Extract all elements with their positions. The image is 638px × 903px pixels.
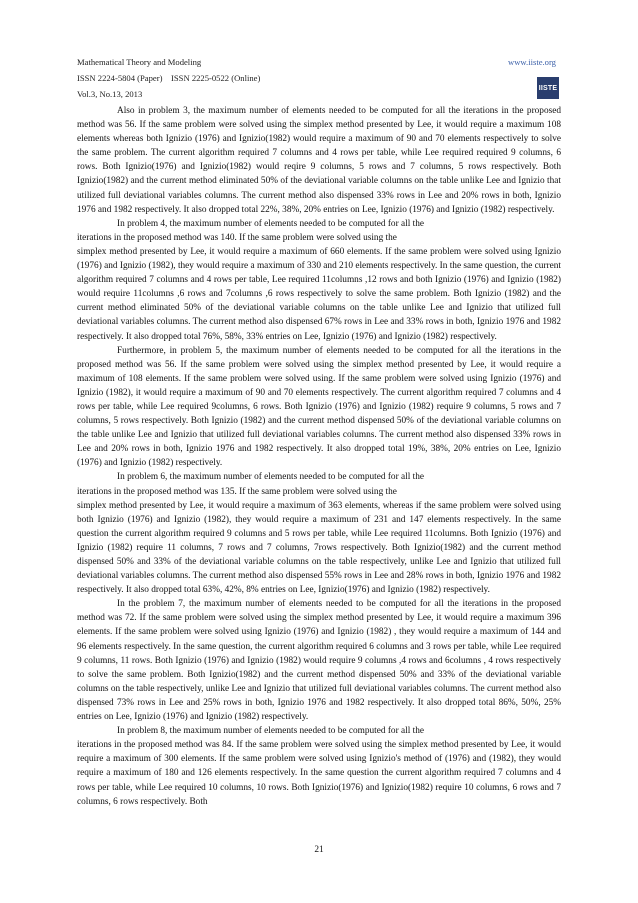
page-number: 21 (314, 845, 324, 855)
journal-name: Mathematical Theory and Modeling (77, 57, 202, 67)
paragraph: In the problem 7, the maximum number of elements needed to be computed for all the iterations in the proposed method was 72. If the same problem were solved using the simplex method presented by Lee, it would require a maximum 396 elements. If the same problem were solved using Ignizio (1976) and Ignizio (1982) , they would require a maximum of 144 and 96 elements respectively. In the same question, the current algorithm required 6 columns and 3 rows per table, while Lee required 9 columns, 11 rows. Both Ignizio (1976) and Ignizio (1982) would require 9 columns ,4 rows and 6columns , 4 rows respectively to solve the same problem. Both Ignizio(1982) and the current method dispensed 50% and 33% of the deviational variable columns on the table respectively, unlike Lee and Ignizio that utilized full deviational variables columns. The current method also dispensed 73% rows in Lee and 25% rows in both, Ignizio 1976 and 1982 respectively. It also dropped total 86%, 50%, 25% entries on Lee, Ignizio (1976) and Ignizio (1982) respectively. (77, 599, 561, 723)
body-text (77, 104, 561, 809)
paragraph: In problem 6, the maximum number of elements needed to be computed for all the (117, 472, 424, 483)
paragraph: simplex method presented by Lee, it would require a maximum of 660 elements. If the same problem were solved using Ignizio (1976) and Ignizio (1982), they would require a maximum of 330 and 210 elements respectively. In the same question, the current algorithm required 7 columns and 4 rows per table, Lee required 11columns ,12 rows and both Ignizio (1976) and Ignizio (1982) would require 11columns ,6 rows and 7columns ,6 rows respectively to solve the same problem. Both Ignizio (1982) and the current method eliminated 50% of the deviational variable columns on the table unlike Lee and Ignizio that utilized full deviational variables columns. The current method also dispensed 67% rows in Lee and 33% rows in both, Ignizio 1976 and 1982 respectively. It also dropped total 76%, 58%, 33% entries on Lee, Ignizio (1976) and Ignizio (1982) respectively. (77, 246, 561, 342)
iiste-logo-icon: IISTE (537, 77, 559, 99)
paragraph: Furthermore, in problem 5, the maximum number of elements needed to be computed for all the iterations in the proposed method was 56. If the same problem were solved using the simplex method presented by Lee, it would require a maximum of 108 elements. If the same problem were solved using. If the same problem were solved using Ignizio (1976) and Ignizio (1982), it would require a maximum of 90 and 70 elements respectively. The current algorithm required 7 columns and 4 rows per table, while Lee required 9columns, 6 rows. Both Ignizio (1976) and Ignizio (1982) require 9 columns, 5 rows and 7 columns, 5 rows respectively. Both Ignizio (1982) and the current method dispensed 50% of the deviational variable columns on the table unlike Lee and Ignizio that utilized full deviational variables columns. The current method also dispensed 33% rows in Lee and 20% rows in both, Ignizio 1976 and 1982 respectively. It also dropped total 19%, 38%, 20% entries on Lee, Ignizio (1976) and Ignizio (1982) respectively. (77, 345, 561, 469)
running-header (77, 54, 260, 102)
paragraph: simplex method presented by Lee, it would require a maximum of 363 elements, whereas if the same problem were solved using both Ignizio (1976) and Ignizio (1982), they would require a maximum of 231 and 147 elements respectively. In the same question the current algorithm required 9 columns and 5 rows per table, while Lee required 11columns. Both Ignizio (1976) and Ignizio (1982) require 11 columns, 7 rows and 7 columns, 7rows respectively. Both Ignizio(1982) and the current method dispensed 50% and 33% of the deviational variable columns on the table respectively, unlike Lee and Ignizio that utilized full deviational variables columns. The current method also dispensed 55% rows in Lee and 28% rows in both, Ignizio 1976 and 1982 respectively. It also dropped total 63%, 42%, 8% entries on Lee, Ignizio(1976) and Ignizio (1982) respectively. (77, 500, 561, 596)
paragraph: iterations in the proposed method was 140. If the same problem were solved using the (77, 232, 397, 243)
paragraph: Also in problem 3, the maximum number of elements needed to be computed for all the iterations in the proposed method was 56. If the same problem were solved using the simplex method presented by Lee, it would require a maximum 108 elements whereas both Ignizio (1976) and Ignizio(1982) would require a maximum of 90 and 70 elements respectively to solve the same problem. The current algorithm required 7 columns and 4 rows per table, while Lee required required 9 columns, 6 rows. Both Ignizio(1976) and Ignizio(1982) would reqire 9 columns, 5 rows and 7 columns, 5 rows respectively. Both Ignizio(1982) and the current method eliminated 50% of the deviational variable columns on the table unlike Lee and Ignizio that utilized full deviational variables columns. The current method also dispensed 33% rows in Lee and 20% rows in both, Ignizio 1976 and 1982 respectively. It also dropped total 22%, 38%, 20% entries on Lee, Ignizio (1976) and Ignizio (1982) respectively. (77, 106, 561, 215)
paragraph: In problem 4, the maximum number of elements needed to be computed for all the (117, 218, 424, 229)
volume-line: Vol.3, No.13, 2013 (77, 89, 143, 99)
issn-line: ISSN 2224-5804 (Paper) ISSN 2225-0522 (Online) (77, 73, 261, 83)
paragraph: In problem 8, the maximum number of elements needed to be computed for all the (117, 726, 424, 737)
journal-url[interactable]: www.iiste.org (508, 57, 556, 67)
paragraph: iterations in the proposed method was 135. If the same problem were solved using the (77, 486, 397, 497)
paragraph: iterations in the proposed method was 84. If the same problem were solved using the simplex method presented by Lee, it would require a maximum of 300 elements. If the same problem were solved using Ignizio's method of (1976) and (1982), they would require a maximum of 180 and 126 elements respectively. In the same question the current algorithm required 7 columns and 4 rows per table, while Lee required 10 columns, 10 rows. Both Ignizio(1976) and Ignizio(1982) require 10 columns, 6 rows and 7 columns, 6 rows respectively. Both (77, 740, 561, 807)
